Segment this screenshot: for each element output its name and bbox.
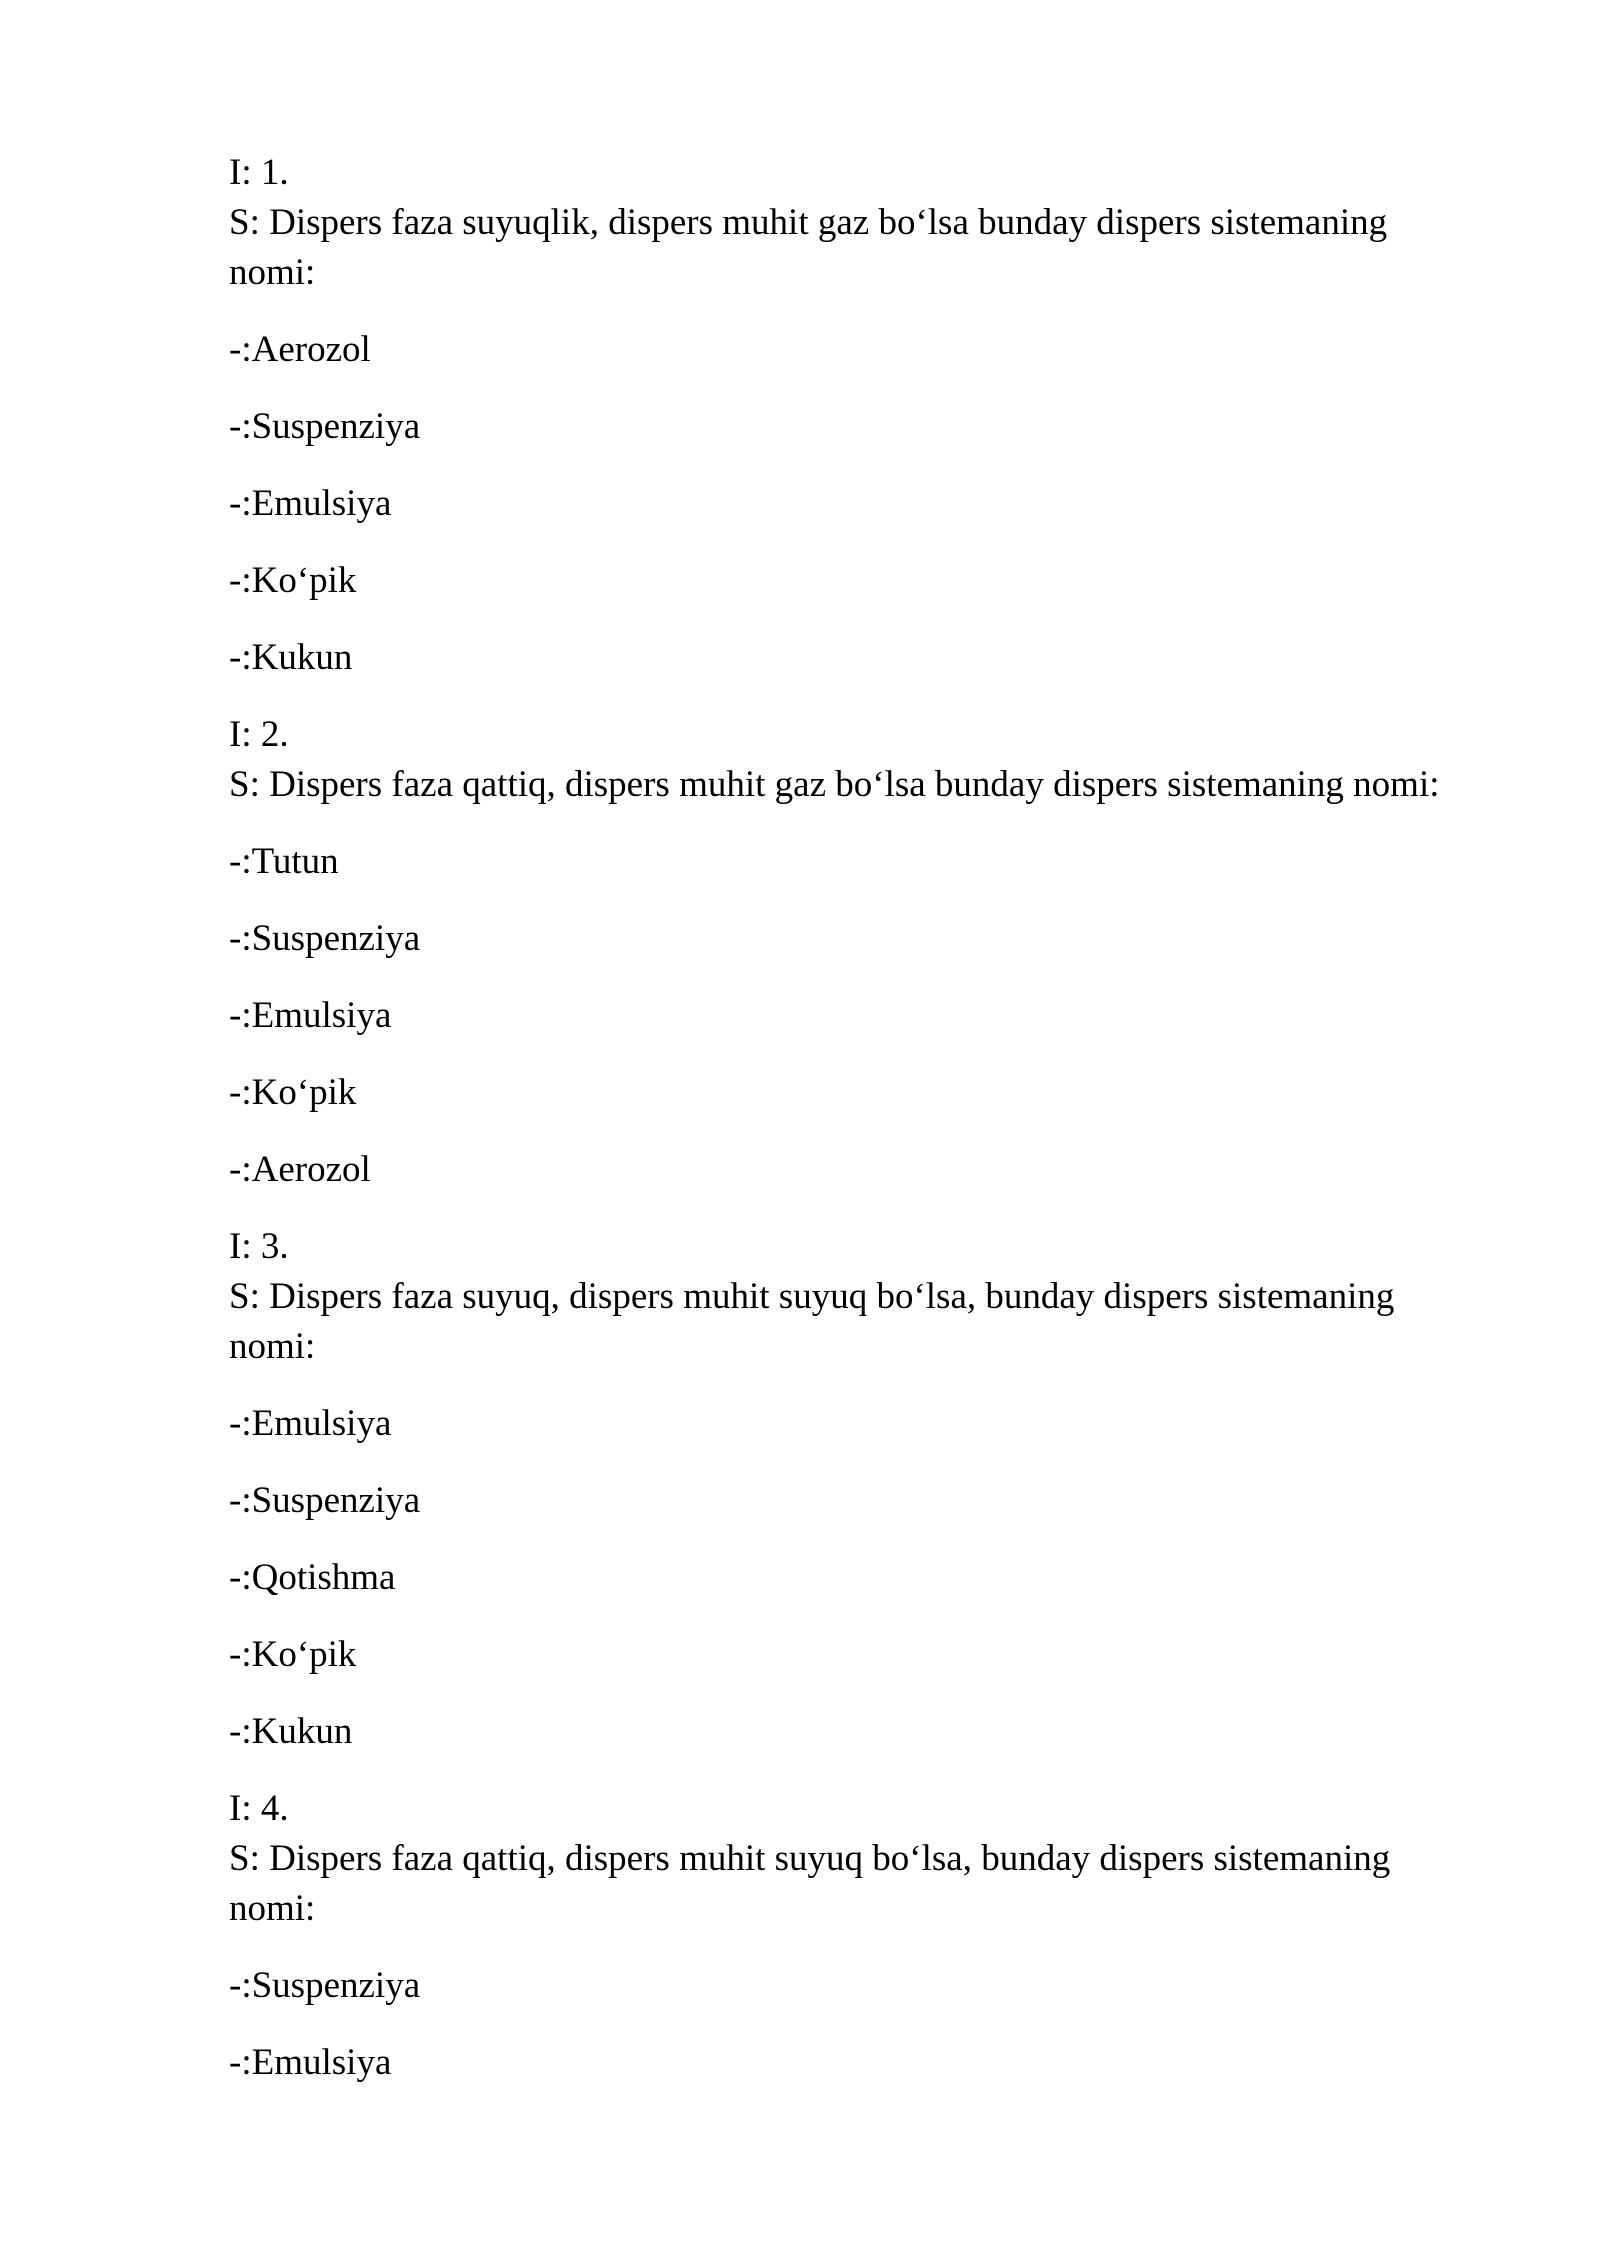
answer-option: -:Ko‘pik — [229, 560, 357, 601]
question-4 — [229, 1784, 1479, 2088]
question-number: I: 2. — [229, 714, 289, 755]
answer-option: -:Kukun — [229, 1711, 353, 1752]
answer-option: -:Emulsiya — [229, 1403, 392, 1444]
answer-option: -:Tutun — [229, 841, 339, 882]
answer-option: -:Suspenziya — [229, 1965, 421, 2006]
answer-option: -:Aerozol — [229, 329, 371, 370]
question-stem: S: Dispers faza qattiq, dispers muhit gaz bo‘lsa bunday dispers sistemaning nomi: — [229, 764, 1440, 805]
answer-option: -:Kukun — [229, 637, 353, 678]
answer-option: -:Aerozol — [229, 1149, 371, 1190]
answer-option: -:Qotishma — [229, 1557, 396, 1598]
answer-option: -:Ko‘pik — [229, 1072, 357, 1113]
question-stem: S: Dispers faza suyuqlik, dispers muhit gaz bo‘lsa bunday dispers sistemaning nomi: — [229, 202, 1388, 293]
answer-option: -:Emulsiya — [229, 995, 392, 1036]
answer-option: -:Emulsiya — [229, 2042, 392, 2083]
question-stem: S: Dispers faza suyuq, dispers muhit suyuq bo‘lsa, bunday dispers sistemaning nomi: — [229, 1276, 1395, 1367]
answer-option: -:Suspenziya — [229, 406, 421, 447]
question-3 — [229, 1222, 1479, 1757]
question-number: I: 4. — [229, 1788, 289, 1829]
answer-option: -:Suspenziya — [229, 1480, 421, 1521]
answer-option: -:Emulsiya — [229, 483, 392, 524]
answer-option: -:Suspenziya — [229, 918, 421, 959]
document-body — [229, 148, 1479, 2115]
question-2 — [229, 710, 1479, 1195]
question-number: I: 3. — [229, 1226, 289, 1267]
question-1 — [229, 148, 1479, 683]
question-stem: S: Dispers faza qattiq, dispers muhit suyuq bo‘lsa, bunday dispers sistemaning nomi: — [229, 1838, 1391, 1929]
question-number: I: 1. — [229, 152, 289, 193]
answer-option: -:Ko‘pik — [229, 1634, 357, 1675]
